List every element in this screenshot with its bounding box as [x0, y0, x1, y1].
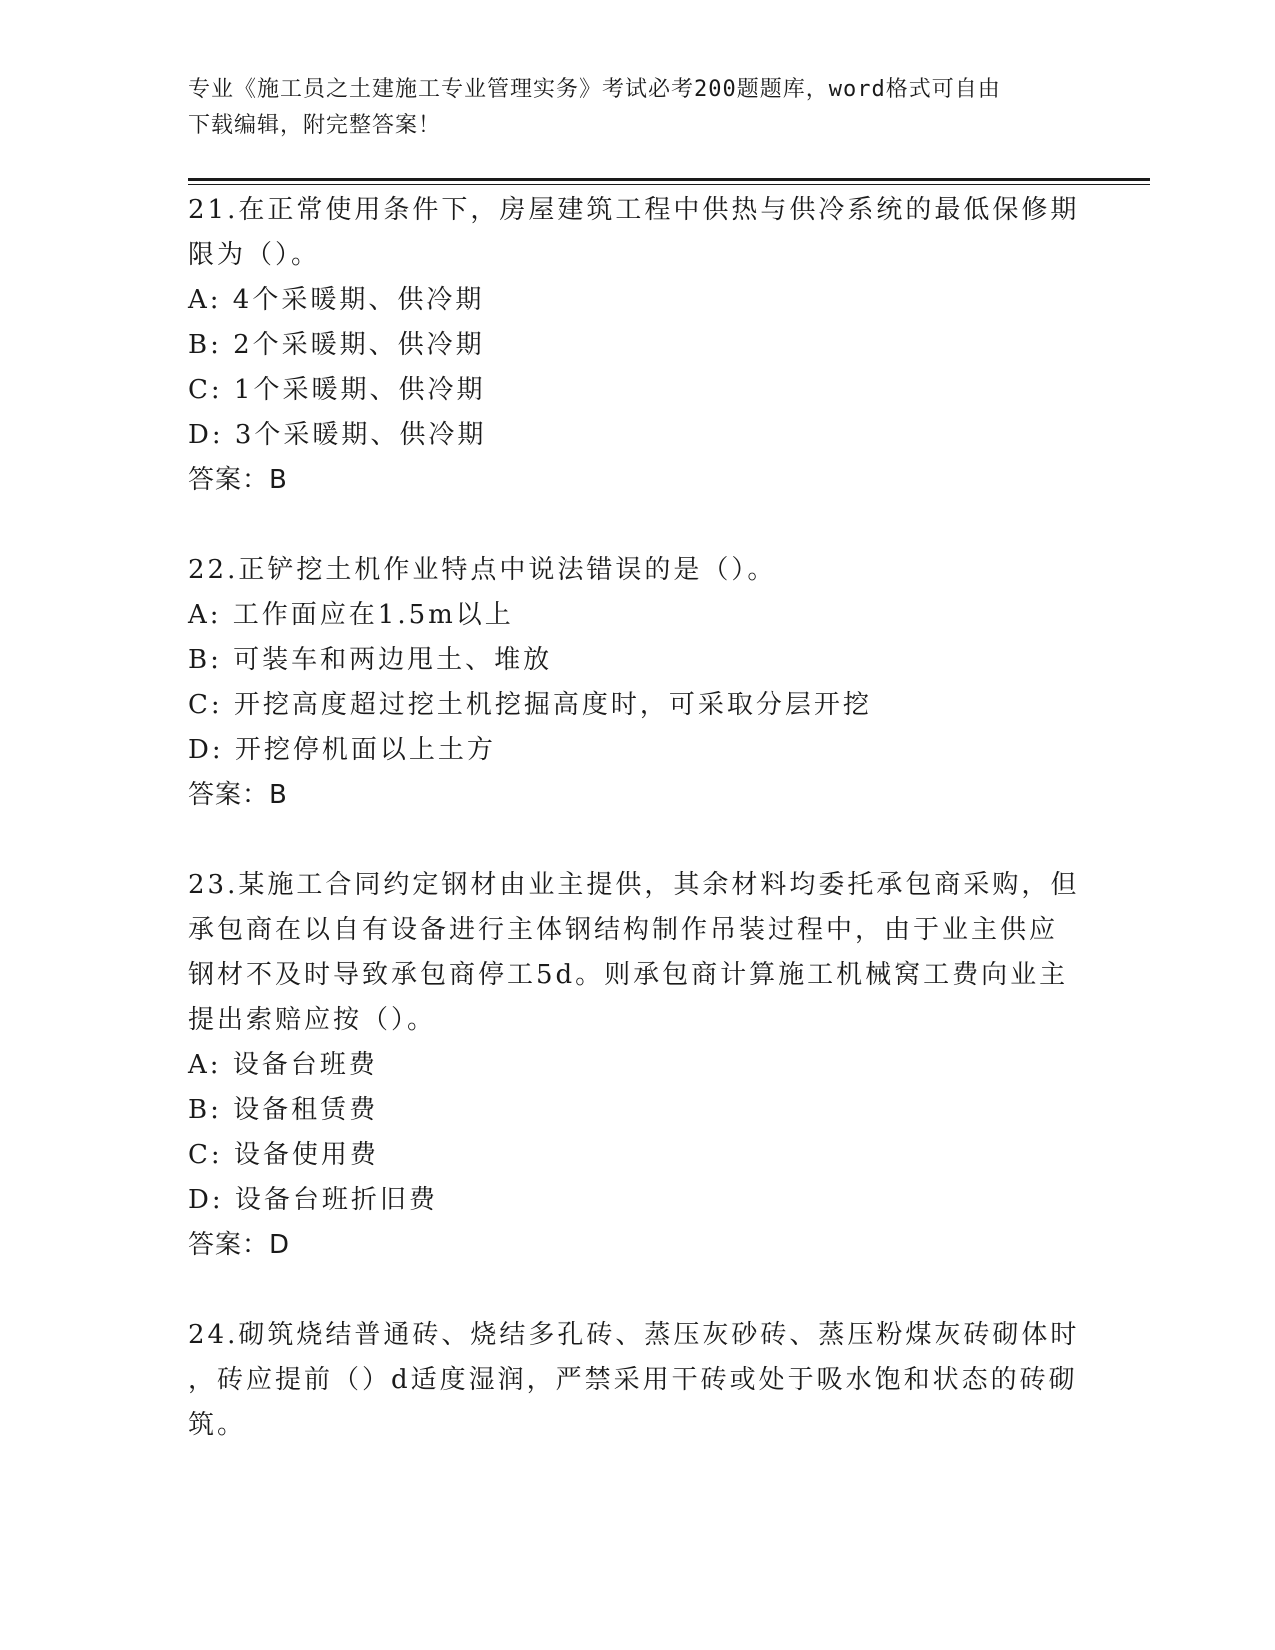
option-c: C: 设备使用费	[188, 1140, 379, 1170]
question-text: 承包商在以自有设备进行主体钢结构制作吊装过程中，由于业主供应	[188, 915, 1059, 945]
question-text: 钢材不及时导致承包商停工5d。则承包商计算施工机械窝工费向业主	[188, 960, 1069, 990]
question-24	[188, 1313, 1088, 1448]
option-a: A: 4个采暖期、供冷期	[188, 285, 485, 315]
question-text: 提出索赔应按（）。	[188, 1005, 437, 1035]
header-line-1: 专业《施工员之土建施工专业管理实务》考试必考200题题库，word格式可自由	[188, 77, 1001, 102]
header-divider	[188, 178, 1150, 185]
question-list	[188, 188, 1088, 1493]
question-text: 22.正铲挖土机作业特点中说法错误的是（）。	[188, 555, 777, 585]
option-b: B: 设备租赁费	[188, 1095, 379, 1125]
question-text: 限为（）。	[188, 240, 321, 270]
option-c: C: 开挖高度超过挖土机挖掘高度时，可采取分层开挖	[188, 690, 872, 720]
question-21	[188, 188, 1088, 503]
option-a: A: 工作面应在1.5m以上	[188, 600, 514, 630]
option-b: B: 可装车和两边甩土、堆放	[188, 645, 553, 675]
question-text: 筑。	[188, 1410, 247, 1440]
question-text: ，砖应提前（）d适度湿润，严禁采用干砖或处于吸水饱和状态的砖砌	[188, 1365, 1078, 1395]
question-text: 21.在正常使用条件下，房屋建筑工程中供热与供冷系统的最低保修期	[188, 195, 1080, 225]
option-d: D: 3个采暖期、供冷期	[188, 420, 487, 450]
answer-label: 答案：B	[188, 465, 288, 495]
question-text: 24.砌筑烧结普通砖、烧结多孔砖、蒸压灰砂砖、蒸压粉煤灰砖砌体时	[188, 1320, 1080, 1350]
header-line-2: 下载编辑，附完整答案！	[188, 113, 442, 138]
answer-label: 答案：D	[188, 1230, 291, 1260]
question-text: 23.某施工合同约定钢材由业主提供，其余材料均委托承包商采购，但	[188, 870, 1080, 900]
option-d: D: 设备台班折旧费	[188, 1185, 438, 1215]
option-b: B: 2个采暖期、供冷期	[188, 330, 485, 360]
option-c: C: 1个采暖期、供冷期	[188, 375, 486, 405]
answer-label: 答案：B	[188, 780, 288, 810]
document-header	[188, 72, 1088, 144]
question-22	[188, 548, 1088, 818]
option-d: D: 开挖停机面以上土方	[188, 735, 496, 765]
option-a: A: 设备台班费	[188, 1050, 378, 1080]
question-23	[188, 863, 1088, 1268]
